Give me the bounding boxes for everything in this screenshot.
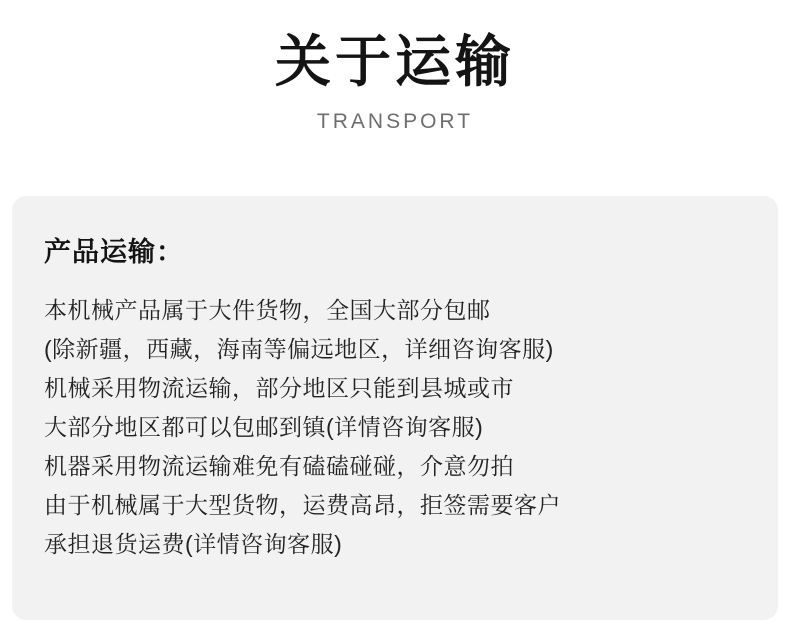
list-item: (除新疆，西藏，海南等偏远地区，详细咨询客服) [44, 336, 554, 362]
panel-heading: 产品运输： [44, 237, 184, 267]
list-item: 大部分地区都可以包邮到镇(详情咨询客服) [44, 414, 484, 440]
transport-details-panel [12, 196, 778, 620]
page-title: 关于运输 [275, 30, 515, 93]
transport-notes-list [42, 291, 748, 564]
list-item: 承担退货运费(详情咨询客服) [44, 531, 343, 557]
page-header [0, 0, 790, 134]
list-item: 机械采用物流运输，部分地区只能到县城或市 [44, 375, 514, 401]
list-item: 机器采用物流运输难免有磕磕碰碰，介意勿拍 [44, 453, 514, 479]
page-subtitle: TRANSPORT [316, 110, 474, 134]
list-item: 由于机械属于大型货物，运费高昂，拒签需要客户 [44, 492, 561, 518]
list-item: 本机械产品属于大件货物，全国大部分包邮 [44, 297, 491, 323]
